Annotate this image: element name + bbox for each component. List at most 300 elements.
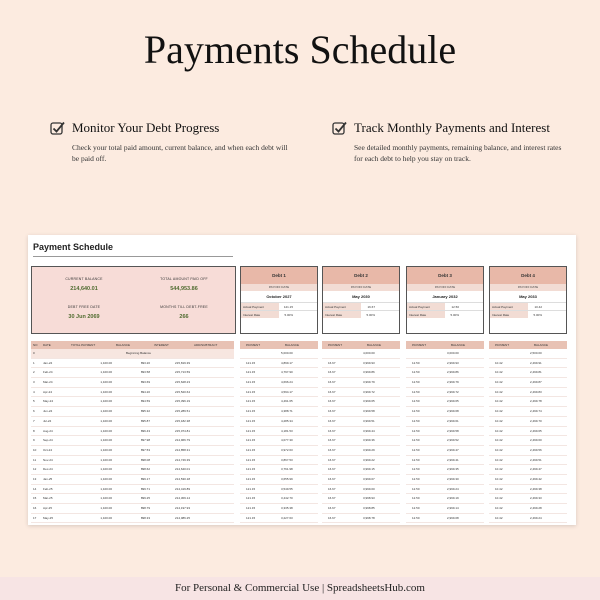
- table-row: [406, 427, 484, 437]
- table-row: [489, 456, 567, 466]
- footer: For Personal & Commercial Use | SpreadsheetsHub.com: [0, 577, 600, 600]
- cell-pay: 1,100.00: [100, 476, 112, 481]
- cell-balance: 4,594.17: [281, 389, 293, 394]
- cell-int: 214,530.18: [174, 476, 190, 481]
- actual-payment-row: [407, 302, 483, 310]
- debt-name: Debt 4: [490, 267, 566, 284]
- cell-payment: 16.67: [328, 447, 336, 452]
- actual-payment-label: Actual Payment: [490, 303, 528, 310]
- actual-payment-label: Actual Payment: [323, 303, 361, 310]
- table-row: [406, 485, 484, 495]
- main-schedule-table: [31, 341, 234, 523]
- cell-payment: 10.42: [495, 399, 503, 404]
- table-row: [489, 397, 567, 407]
- cell-payment: 12.50: [412, 418, 420, 423]
- table-row: [406, 378, 484, 388]
- cell-pay: 1,100.00: [100, 418, 112, 423]
- cell-payment: 121.15: [246, 506, 256, 510]
- feature-desc: See detailed monthly payments, remaining balance, and interest rates for each debt to help you stay on track.: [354, 143, 562, 163]
- cell-balance: 3,998.78: [363, 515, 375, 520]
- cell-no: 16: [33, 506, 37, 510]
- actual-payment-value: 10.42: [534, 305, 542, 309]
- cell-balance: 4,797.90: [281, 370, 293, 375]
- table-row: [489, 378, 567, 388]
- cell-payment: 10.42: [495, 428, 503, 433]
- cell-int: 215,628.23: [174, 380, 190, 385]
- cell-payment: 16.67: [328, 476, 336, 481]
- cell-no: 17: [33, 515, 37, 520]
- table-row: [406, 407, 484, 417]
- table-header: [240, 341, 318, 349]
- cell-payment: 121.15: [246, 438, 256, 443]
- column-header: PAYMENT: [412, 343, 427, 347]
- table-row: [406, 368, 484, 378]
- cell-bal: 899.71: [140, 486, 150, 491]
- cell-date: Feb-25: [43, 486, 53, 491]
- table-row: [31, 427, 234, 437]
- table-row: [240, 494, 318, 504]
- table-row: [31, 378, 234, 388]
- payoff-date: October 2027: [266, 294, 292, 299]
- cell-add-subtract: [192, 417, 234, 426]
- table-row: [322, 494, 400, 504]
- cell-add-subtract: [192, 494, 234, 503]
- cell-bal: 893.69: [140, 380, 150, 385]
- cell-balance: 2,499.24: [530, 515, 542, 520]
- cell-no: 4: [33, 389, 35, 394]
- cell-int: 214,858.31: [174, 447, 190, 452]
- table-row: [240, 475, 318, 485]
- feature-title: Track Monthly Payments and Interest: [354, 120, 550, 135]
- debt-free-date: [34, 305, 134, 320]
- cell-balance: 2,999.52: [447, 438, 459, 443]
- cell-date: Oct-24: [43, 447, 53, 452]
- cell-date: Mar-25: [43, 496, 53, 501]
- column-header: TOTAL PAYMENT: [71, 343, 96, 347]
- interest-rate-label: Interest Rate: [490, 311, 528, 318]
- table-row: [322, 485, 400, 495]
- cell-balance: 3,998.93: [363, 496, 375, 501]
- table-row: [31, 417, 234, 427]
- column-header: BALANCE: [285, 343, 300, 347]
- cell-payment: 12.50: [412, 370, 420, 375]
- cell-payment: 12.50: [412, 360, 420, 365]
- cell-balance: 2,499.78: [530, 399, 542, 404]
- cell-date: Jul-24: [43, 418, 52, 423]
- cell-date: Jun-24: [43, 409, 53, 414]
- cell-balance: 3,999.00: [363, 486, 375, 491]
- cell-payment: 121.15: [246, 370, 256, 375]
- table-row: [240, 485, 318, 495]
- cell-payment: 16.67: [328, 428, 336, 433]
- debt-card: [322, 266, 400, 334]
- cell-bal: 896.43: [140, 428, 150, 433]
- table-row: [31, 397, 234, 407]
- cell-payment: 16.67: [328, 438, 336, 443]
- cell-balance: 2,999.30: [447, 476, 459, 481]
- cell-payment: [406, 349, 445, 358]
- cell-add-subtract: [192, 446, 234, 455]
- interest-rate-value: 5.00%: [450, 313, 459, 317]
- cell-int: 214,966.79: [174, 438, 190, 443]
- interest-rate-row: [323, 310, 399, 318]
- cell-payment: 16.67: [328, 467, 336, 472]
- cell-balance: 3,999.44: [363, 428, 375, 433]
- cell-bal: 895.32: [140, 409, 150, 414]
- cell-int: 214,309.14: [174, 496, 190, 501]
- cell-bal: 893.58: [140, 370, 150, 375]
- interest-rate-row: [241, 310, 317, 318]
- cell-bal: 898.79: [140, 506, 150, 510]
- cell-payment: 12.50: [412, 506, 420, 510]
- cell-payment: 12.50: [412, 447, 420, 452]
- cell-pay: 1,100.00: [100, 496, 112, 501]
- beginning-balance: 5,000.00: [281, 351, 293, 355]
- payoff-label: PAYOFF DATE: [490, 284, 566, 291]
- cell-int: 215,819.39: [174, 360, 190, 365]
- payoff-label: PAYOFF DATE: [407, 284, 483, 291]
- payoff-date: January 2032: [432, 294, 458, 299]
- cell-payment: 10.42: [495, 457, 503, 462]
- cell-add-subtract: [192, 514, 234, 523]
- table-row: [489, 388, 567, 398]
- cell-payment: 12.50: [412, 457, 420, 462]
- cell-no: 2: [33, 370, 35, 375]
- cell-pay: 1,100.00: [100, 428, 112, 433]
- feature-track: [332, 120, 572, 164]
- cell-balance: 2,999.86: [447, 370, 459, 375]
- table-header: [322, 341, 400, 349]
- cell-balance: 2,999.47: [447, 447, 459, 452]
- cell-balance: 4,899.17: [281, 360, 293, 365]
- cell-int: 215,520.64: [174, 389, 190, 394]
- table-row: [406, 436, 484, 446]
- actual-payment-row: [323, 302, 399, 310]
- interest-rate-label: Interest Rate: [323, 311, 361, 318]
- total-paid: [134, 277, 234, 292]
- cell-add-subtract: [192, 359, 234, 368]
- debt-name: Debt 2: [323, 267, 399, 284]
- cell-balance: 3,999.36: [363, 438, 375, 443]
- table-row: [322, 388, 400, 398]
- cell-add-subtract: [192, 388, 234, 397]
- cell-int: 214,197.93: [174, 506, 190, 510]
- cell-bal: 897.53: [140, 447, 150, 452]
- beginning-row: [406, 349, 484, 359]
- cell-balance: 2,999.79: [447, 380, 459, 385]
- cell-payment: 16.67: [328, 380, 336, 385]
- cell-date: Nov-24: [43, 457, 53, 462]
- cell-payment: 10.42: [495, 486, 503, 491]
- cell-date: Sep-24: [43, 438, 53, 443]
- cell-payment: 16.67: [328, 515, 336, 520]
- table-row: [240, 388, 318, 398]
- table-row: [322, 504, 400, 514]
- table-row: [31, 504, 234, 514]
- cell-balance: 3,999.58: [363, 409, 375, 414]
- cell-payment: 121.15: [246, 447, 256, 452]
- cell-balance: 2,499.33: [530, 496, 542, 501]
- cell-no: 6: [33, 409, 35, 414]
- cell-payment: 10.42: [495, 476, 503, 481]
- cell-balance: 2,999.65: [447, 399, 459, 404]
- beginning-balance: 4,000.00: [363, 351, 375, 355]
- interest-rate-label: Interest Rate: [241, 311, 279, 318]
- cell-payment: 121.15: [246, 428, 256, 433]
- cell-pay: 1,100.00: [100, 457, 112, 462]
- table-row: [322, 359, 400, 369]
- cell-payment: 16.67: [328, 418, 336, 423]
- table-row: [240, 504, 318, 514]
- table-row: [489, 446, 567, 456]
- total-paid-value: 544,953.86: [170, 286, 198, 292]
- column-header: BALANCE: [451, 343, 466, 347]
- cell-payment: [489, 349, 528, 358]
- table-row: [240, 514, 318, 524]
- cell-payment: 10.42: [495, 370, 503, 375]
- table-row: [240, 378, 318, 388]
- cell-date: Apr-25: [43, 506, 53, 510]
- cell-pay: 1,100.00: [100, 380, 112, 385]
- cell-balance: 2,499.70: [530, 418, 542, 423]
- cell-pay: 1,100.00: [100, 389, 112, 394]
- cell-balance: 2,499.60: [530, 438, 542, 443]
- cell-balance: 2,499.38: [530, 486, 542, 491]
- table-row: [406, 388, 484, 398]
- cell-payment: 16.67: [328, 389, 336, 394]
- cell-payment: 10.42: [495, 515, 503, 520]
- column-header: BALANCE: [367, 343, 382, 347]
- cell-bal: 895.87: [140, 418, 150, 423]
- cell-payment: 121.15: [246, 389, 256, 394]
- column-header: PAYMENT: [246, 343, 261, 347]
- months-value: 266: [179, 314, 189, 320]
- cell-balance: 3,972.63: [281, 447, 293, 452]
- total-paid-label: TOTAL AMOUNT PAID OFF: [160, 277, 208, 281]
- cell-bal: 899.17: [140, 476, 150, 481]
- row-number: 0: [33, 351, 35, 355]
- cell-payment: 10.42: [495, 438, 503, 443]
- current-balance: [34, 277, 134, 292]
- cell-payment: 121.15: [246, 476, 256, 481]
- cell-balance: 4,491.65: [281, 399, 293, 404]
- cell-payment: 16.67: [328, 457, 336, 462]
- actual-payment-row: [490, 302, 566, 310]
- beginning-row: [322, 349, 400, 359]
- cell-balance: 3,999.72: [363, 389, 375, 394]
- cell-bal: 897.98: [140, 438, 150, 443]
- cell-payment: 121.15: [246, 496, 256, 501]
- cell-no: 1: [33, 360, 35, 365]
- cell-bal: 898.33: [140, 515, 150, 520]
- cell-payment: 12.50: [412, 486, 420, 491]
- cell-balance: 2,499.51: [530, 457, 542, 462]
- cell-payment: 10.42: [495, 380, 503, 385]
- cell-balance: 2,499.28: [530, 506, 542, 510]
- table-row: [31, 446, 234, 456]
- debt-schedule-table: [240, 341, 318, 523]
- beginning-balance: 2,500.00: [530, 351, 542, 355]
- table-row: [322, 475, 400, 485]
- sheet-title: Payment Schedule: [33, 242, 114, 252]
- beginning-row: [240, 349, 318, 359]
- table-row: [489, 417, 567, 427]
- column-header: PAYMENT: [495, 343, 510, 347]
- cell-pay: 1,100.00: [100, 399, 112, 404]
- cell-balance: 3,998.85: [363, 506, 375, 510]
- interest-rate-label: Interest Rate: [407, 311, 445, 318]
- table-row: [31, 475, 234, 485]
- cell-int: 214,640.01: [174, 467, 190, 472]
- table-row: [240, 436, 318, 446]
- cell-pay: 1,100.00: [100, 467, 112, 472]
- cell-payment: 12.50: [412, 515, 420, 520]
- beginning-label: Beginning Balance: [125, 351, 152, 355]
- payoff-label: PAYOFF DATE: [241, 284, 317, 291]
- cell-date: Jan-25: [43, 476, 53, 481]
- cell-bal: 894.59: [140, 399, 150, 404]
- cell-add-subtract: [192, 397, 234, 406]
- cell-payment: 12.50: [412, 389, 420, 394]
- actual-payment-value: 121.15: [283, 305, 293, 309]
- cell-no: 5: [33, 399, 35, 404]
- cell-balance: 2,999.68: [447, 409, 459, 414]
- cell-balance: 3,867.53: [281, 457, 293, 462]
- table-row: [489, 427, 567, 437]
- cell-payment: 121.15: [246, 486, 256, 491]
- table-row: [31, 465, 234, 475]
- cell-date: Jan-24: [43, 360, 53, 365]
- cell-payment: 16.67: [328, 370, 336, 375]
- cell-date: Mar-24: [43, 380, 53, 385]
- table-row: [489, 475, 567, 485]
- payoff-date: May 2030: [352, 294, 370, 299]
- table-row: [31, 368, 234, 378]
- cell-payment: 10.42: [495, 360, 503, 365]
- cell-payment: 10.42: [495, 447, 503, 452]
- cell-balance: 4,077.30: [281, 438, 293, 443]
- cell-no: 14: [33, 486, 37, 491]
- cell-payment: 12.50: [412, 496, 420, 501]
- current-balance-label: CURRENT BALANCE: [65, 277, 103, 281]
- table-row: [406, 446, 484, 456]
- cell-payment: 121.15: [246, 399, 256, 404]
- cell-balance: 2,499.56: [530, 447, 542, 452]
- cell-balance: 2,999.58: [447, 428, 459, 433]
- cell-payment: 12.50: [412, 428, 420, 433]
- table-row: [322, 514, 400, 524]
- cell-date: May-24: [43, 399, 54, 404]
- table-row: [240, 446, 318, 456]
- debt-free-label: DEBT FREE DATE: [67, 305, 101, 309]
- actual-payment-value: 12.50: [451, 305, 459, 309]
- actual-payment-row: [241, 302, 317, 310]
- interest-rate-value: 5.00%: [366, 313, 375, 317]
- cell-balance: 2,999.08: [447, 515, 459, 520]
- table-row: [322, 368, 400, 378]
- table-row: [322, 446, 400, 456]
- feature-desc: Check your total paid amount, current balance, and when each debt will be paid off.: [72, 143, 288, 163]
- cell-balance: 2,499.74: [530, 409, 542, 414]
- table-header: [406, 341, 484, 349]
- cell-payment: 121.15: [246, 360, 256, 365]
- cell-add-subtract: [192, 475, 234, 484]
- cell-balance: 3,335.38: [281, 506, 293, 510]
- cell-payment: 10.42: [495, 496, 503, 501]
- debt-name: Debt 1: [241, 267, 317, 284]
- table-row: [240, 359, 318, 369]
- cell-bal: 898.08: [140, 457, 150, 462]
- table-row: [31, 407, 234, 417]
- cell-payment: 121.15: [246, 515, 256, 520]
- table-row: [406, 504, 484, 514]
- cell-payment: 121.15: [246, 467, 256, 472]
- cell-balance: 3,761.98: [281, 467, 293, 472]
- cell-payment: 121.15: [246, 418, 256, 423]
- cell-add-subtract: [192, 465, 234, 474]
- cell-payment: 16.67: [328, 399, 336, 404]
- cell-balance: 2,999.41: [447, 457, 459, 462]
- cell-no: 13: [33, 476, 37, 481]
- cell-balance: 4,696.24: [281, 380, 293, 385]
- cell-balance: 3,999.29: [363, 447, 375, 452]
- debt-card: [240, 266, 318, 334]
- cell-payment: 121.15: [246, 409, 256, 414]
- cell-payment: 12.50: [412, 476, 420, 481]
- table-row: [406, 417, 484, 427]
- cell-balance: 3,999.65: [363, 399, 375, 404]
- table-row: [31, 514, 234, 524]
- table-header: [31, 341, 234, 349]
- cell-add-subtract: [192, 485, 234, 494]
- cell-date: May-25: [43, 515, 54, 520]
- cell-date: Aug-24: [43, 428, 53, 433]
- cell-payment: 12.50: [412, 467, 420, 472]
- cell-payment: 10.42: [495, 409, 503, 414]
- table-row: [489, 407, 567, 417]
- debt-schedule-table: [322, 341, 400, 523]
- cell-payment: 10.42: [495, 467, 503, 472]
- actual-payment-label: Actual Payment: [407, 303, 445, 310]
- cell-balance: 2,499.65: [530, 428, 542, 433]
- column-header: DATE: [43, 343, 51, 347]
- cell-no: 15: [33, 496, 37, 501]
- cell-no: 12: [33, 467, 37, 472]
- page-title: Payments Schedule: [143, 27, 457, 72]
- table-row: [489, 436, 567, 446]
- cell-balance: 3,549.55: [281, 486, 293, 491]
- table-row: [31, 436, 234, 446]
- cell-int: 215,713.59: [174, 370, 190, 375]
- cell-balance: 2,499.47: [530, 467, 542, 472]
- table-row: [406, 397, 484, 407]
- cell-payment: 12.50: [412, 380, 420, 385]
- column-header: BALANCE: [534, 343, 549, 347]
- cell-add-subtract: [192, 436, 234, 445]
- checkbox-icon: [332, 120, 348, 136]
- checkbox-icon: [50, 120, 66, 136]
- cell-add-subtract: [192, 407, 234, 416]
- beginning-row: [489, 349, 567, 359]
- table-row: [322, 436, 400, 446]
- table-row: [31, 494, 234, 504]
- cell-int: 215,396.19: [174, 399, 190, 404]
- cell-balance: 3,227.63: [281, 515, 293, 520]
- table-row: [240, 456, 318, 466]
- cell-balance: 4,181.53: [281, 428, 293, 433]
- cell-balance: 3,655.99: [281, 476, 293, 481]
- cell-pay: 1,100.00: [100, 370, 112, 375]
